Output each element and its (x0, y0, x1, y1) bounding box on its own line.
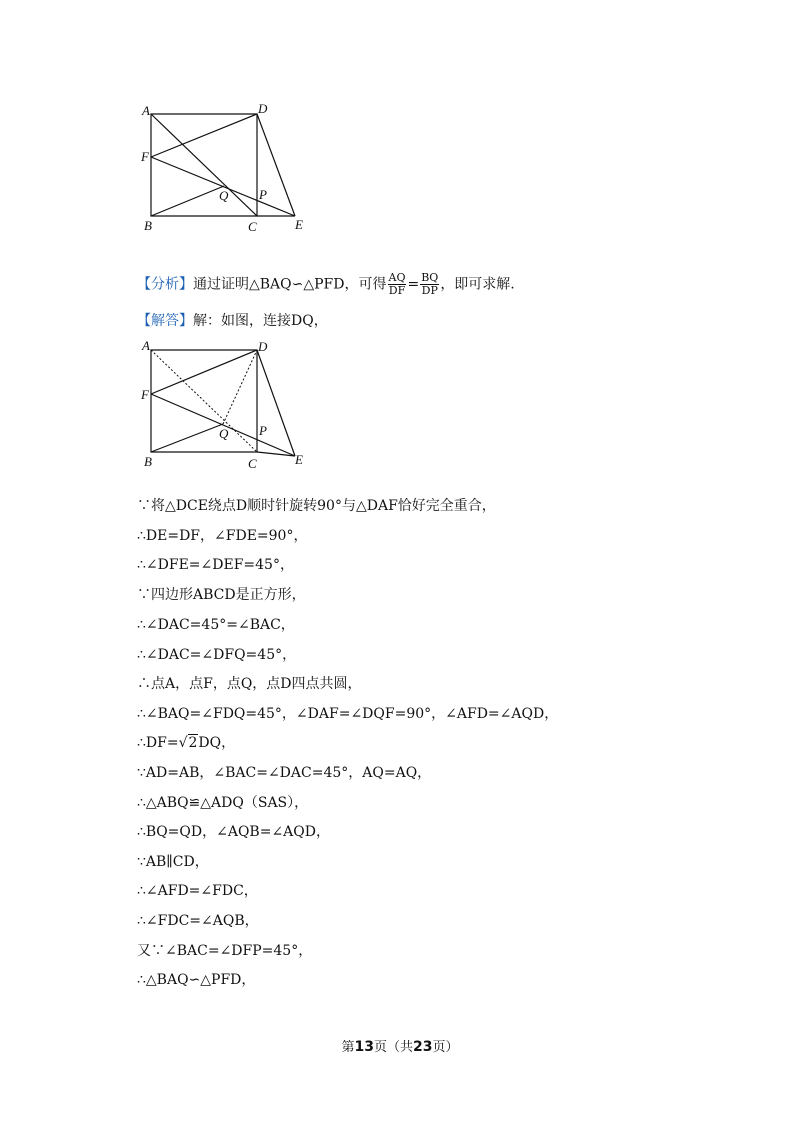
footer-total-pages: 23 (413, 1039, 433, 1055)
footer-post: 页） (432, 1040, 459, 1055)
segment-bq (151, 424, 223, 452)
solution-line (137, 312, 328, 330)
fraction-bq-dp (420, 272, 439, 297)
segment-fd (151, 350, 257, 394)
label-a: A (142, 338, 150, 353)
proof-step: ∵将△DCE绕点D顺时针旋转90°与△DAF恰好完全重合， (137, 498, 496, 514)
analysis-line (137, 272, 515, 297)
analysis-text-before: 通过证明△BAQ∽△PFD，可得 (193, 276, 387, 293)
segment-bq (151, 186, 224, 216)
proof-step: ∵四边形ABCD是正方形， (137, 587, 306, 603)
page-footer (0, 1036, 800, 1055)
geometry-figure-2 (135, 336, 325, 476)
sqrt-radicand: 2 (188, 735, 198, 751)
label-c: C (248, 219, 257, 234)
equals-sign: = (407, 276, 420, 293)
label-d: D (258, 101, 268, 116)
sqrt-symbol: √ (178, 735, 188, 751)
label-a: A (142, 103, 150, 118)
proof-step: ∴∠DFE=∠DEF=45°， (137, 557, 294, 573)
proof-step: ∴∠DAC=45°=∠BAC， (137, 617, 295, 633)
proof-step: ∴点A，点F，点Q，点D四点共圆， (137, 676, 362, 692)
segment-de (257, 350, 295, 456)
fraction-denominator: DP (421, 284, 438, 297)
footer-mid: 页（共 (373, 1040, 413, 1055)
proof-step: ∴∠AFD=∠FDC， (137, 883, 258, 899)
proof-step: ∵AB∥CD， (137, 854, 209, 870)
proof-step: ∴△BAQ∽△PFD， (137, 972, 256, 988)
geometry-figure-1 (135, 100, 325, 240)
analysis-tag: 【分析】 (137, 276, 193, 293)
footer-page-number: 13 (354, 1039, 374, 1055)
segment-fd (151, 114, 257, 157)
footer-pre: 第 (341, 1040, 355, 1055)
segment-dq-dashed (223, 350, 257, 424)
proof-step: ∴DE=DF，∠FDE=90°， (137, 528, 308, 544)
proof-step: ∴BQ=QD，∠AQB=∠AQD， (137, 824, 330, 840)
label-q: Q (219, 426, 229, 441)
label-b: B (144, 454, 152, 469)
proof-step: ∴∠DAC=∠DFQ=45°， (137, 647, 297, 663)
label-q: Q (219, 188, 229, 203)
proof-step: 又∵∠BAC=∠DFP=45°， (137, 943, 313, 959)
label-e: E (295, 217, 303, 232)
proof-step: ∴∠BAQ=∠FDQ=45°，∠DAF=∠DQF=90°，∠AFD=∠AQD， (137, 706, 559, 722)
solution-text: 解：如图，连接DQ， (193, 313, 328, 329)
label-f: F (141, 149, 149, 164)
fraction-numerator: BQ (421, 271, 439, 284)
segment-ac (151, 114, 257, 216)
figure-1-svg (135, 100, 325, 240)
label-d: D (258, 339, 268, 354)
fraction-aq-df (388, 272, 407, 297)
label-f: F (141, 387, 149, 402)
figure-2-svg (135, 336, 325, 476)
fraction-numerator: AQ (388, 271, 406, 284)
label-p: P (259, 423, 267, 438)
label-b: B (144, 218, 152, 233)
label-e: E (295, 452, 303, 467)
sqrt-suffix: DQ， (198, 735, 236, 751)
proof-step: ∵AD=AB，∠BAC=∠DAC=45°，AQ=AQ， (137, 765, 432, 781)
proof-step-sqrt (137, 734, 235, 752)
label-c: C (248, 456, 257, 471)
segment-fe (151, 394, 295, 456)
sqrt-prefix: ∴DF= (137, 735, 179, 751)
proof-step: ∴△ABQ≌△ADQ（SAS）， (137, 795, 309, 811)
solution-tag: 【解答】 (137, 313, 193, 329)
fraction-denominator: DF (388, 284, 406, 297)
label-p: P (259, 187, 267, 202)
proof-step: ∴∠FDC=∠AQB， (137, 913, 259, 929)
analysis-text-after: ，即可求解. (440, 276, 515, 293)
